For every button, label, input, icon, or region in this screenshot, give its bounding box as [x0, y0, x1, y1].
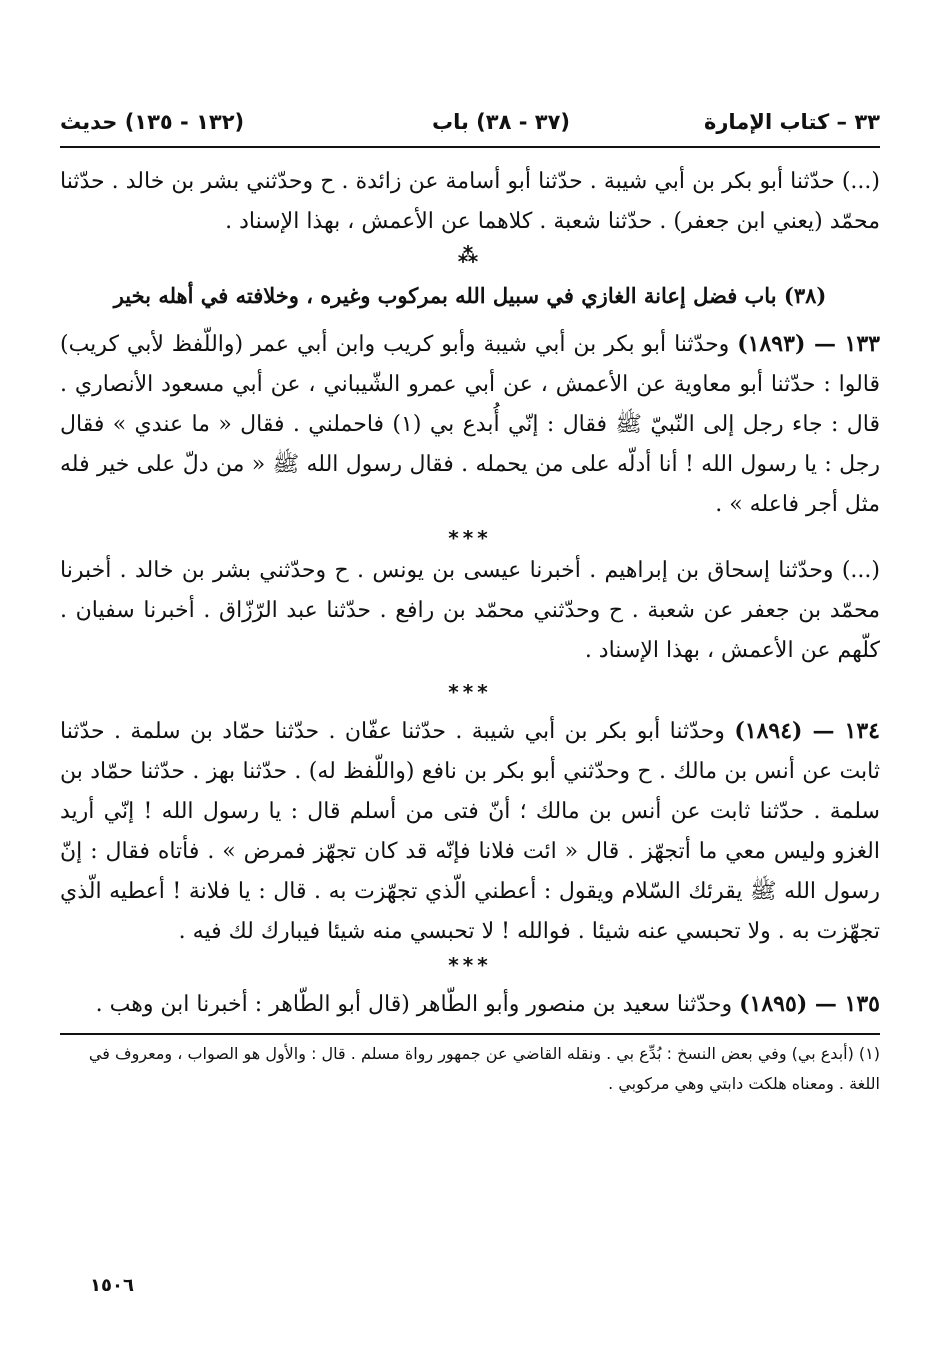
chapter-title: (٣٨) باب فضل إعانة الغازي في سبيل الله بمركوب وغيره ، وخلافته في أهله بخير: [113, 283, 827, 308]
page-number: ١٥٠٦: [90, 1275, 134, 1296]
hadith-134: [60, 711, 880, 952]
header-hadith-range: (١٣٢ - ١٣٥) حديث: [60, 110, 245, 134]
hadith-133-number: ١٣٣ — (١٨٩٣): [737, 331, 880, 357]
isnad-paragraph-1: (...) حدّثنا أبو بكر بن أبي شيبة . حدّثنا أبو أسامة عن زائدة . ح وحدّثني بشر بن خالد . حدّثنا محمّد (يعني ابن جعفر) . حدّثنا شعبة . كلاهما عن الأعمش ، بهذا الإسناد .: [60, 169, 880, 234]
section-separator: ***: [448, 953, 492, 977]
footnote-divider: [60, 1033, 880, 1035]
section-separator: ***: [448, 526, 492, 550]
footnote: (١) (أبدع بي) وفي بعض النسخ : بُدِّع بي . ونقله القاضي عن جمهور رواة مسلم . قال : والأول هو الصواب ، ومعروف في اللغة . ومعناه هلكت دابتي وهي مركوبي .: [88, 1044, 880, 1093]
hadith-135-number: ١٣٥ — (١٨٩٥): [739, 991, 880, 1017]
hadith-133-text: وحدّثنا أبو بكر بن أبي شيبة وأبو كريب وابن أبي عمر (واللّفظ لأبي كريب) قالوا : حدّثنا أبو معاوية عن الأعمش ، عن أبي عمرو الشّيباني ، عن أبي مسعود الأنصاري . قال : جاء رجل إلى النّبيّ ﷺ فقال : إنّي أُبدع بي (١) فاحملني . فقال « ما عندي » فقال رجل : يا رسول الله ! أنا أدلّه على من يحمله . فقال رسول الله ﷺ « من دلّ على خير فله مثل أجر فاعله » .: [60, 332, 880, 517]
hadith-133: [60, 324, 880, 525]
running-header: [60, 100, 880, 148]
hadith-135-text: وحدّثنا سعيد بن منصور وأبو الطّاهر (قال أبو الطّاهر : أخبرنا ابن وهب .: [95, 992, 733, 1017]
isnad-paragraph-2: (...) وحدّثنا إسحاق بن إبراهيم . أخبرنا عيسى بن يونس . ح وحدّثني بشر بن خالد . أخبرنا محمّد بن جعفر عن شعبة . ح وحدّثني محمّد بن رافع . حدّثنا عبد الرّزّاق . أخبرنا سفيان . كلّهم عن الأعمش ، بهذا الإسناد .: [60, 558, 880, 663]
header-chapter-range: (٣٧ - ٣٨) باب: [431, 110, 570, 134]
section-separator: ⁂: [457, 243, 483, 267]
section-separator: ***: [448, 680, 492, 704]
hadith-134-number: ١٣٤ — (١٨٩٤): [734, 718, 880, 744]
book-page: [60, 100, 880, 1320]
hadith-134-text: وحدّثنا أبو بكر بن أبي شيبة . حدّثنا عفّان . حدّثنا حمّاد بن سلمة . حدّثنا ثابت عن أنس بن مالك . ح وحدّثني أبو بكر بن نافع (واللّفظ له) . حدّثنا بهز . حدّثنا حمّاد بن سلمة . حدّثنا ثابت عن أنس بن مالك ؛ أنّ فتى من أسلم قال : يا رسول الله ! إنّي أريد الغزو وليس معي ما أتجهّز . قال « ائت فلانا فإنّه قد كان تجهّز فمرض » . فأتاه فقال : إنّ رسول الله ﷺ يقرئك السّلام ويقول : أعطني الّذي تجهّزت به . قال : يا فلانة ! أعطيه الّذي تجهّزت به . ولا تحبسي عنه شيئا . فوالله ! لا تحبسي منه شيئا فيبارك لك فيه .: [60, 719, 880, 944]
header-book-title: ٣٣ – كتاب الإمارة: [703, 110, 880, 134]
hadith-135: [60, 984, 880, 1025]
